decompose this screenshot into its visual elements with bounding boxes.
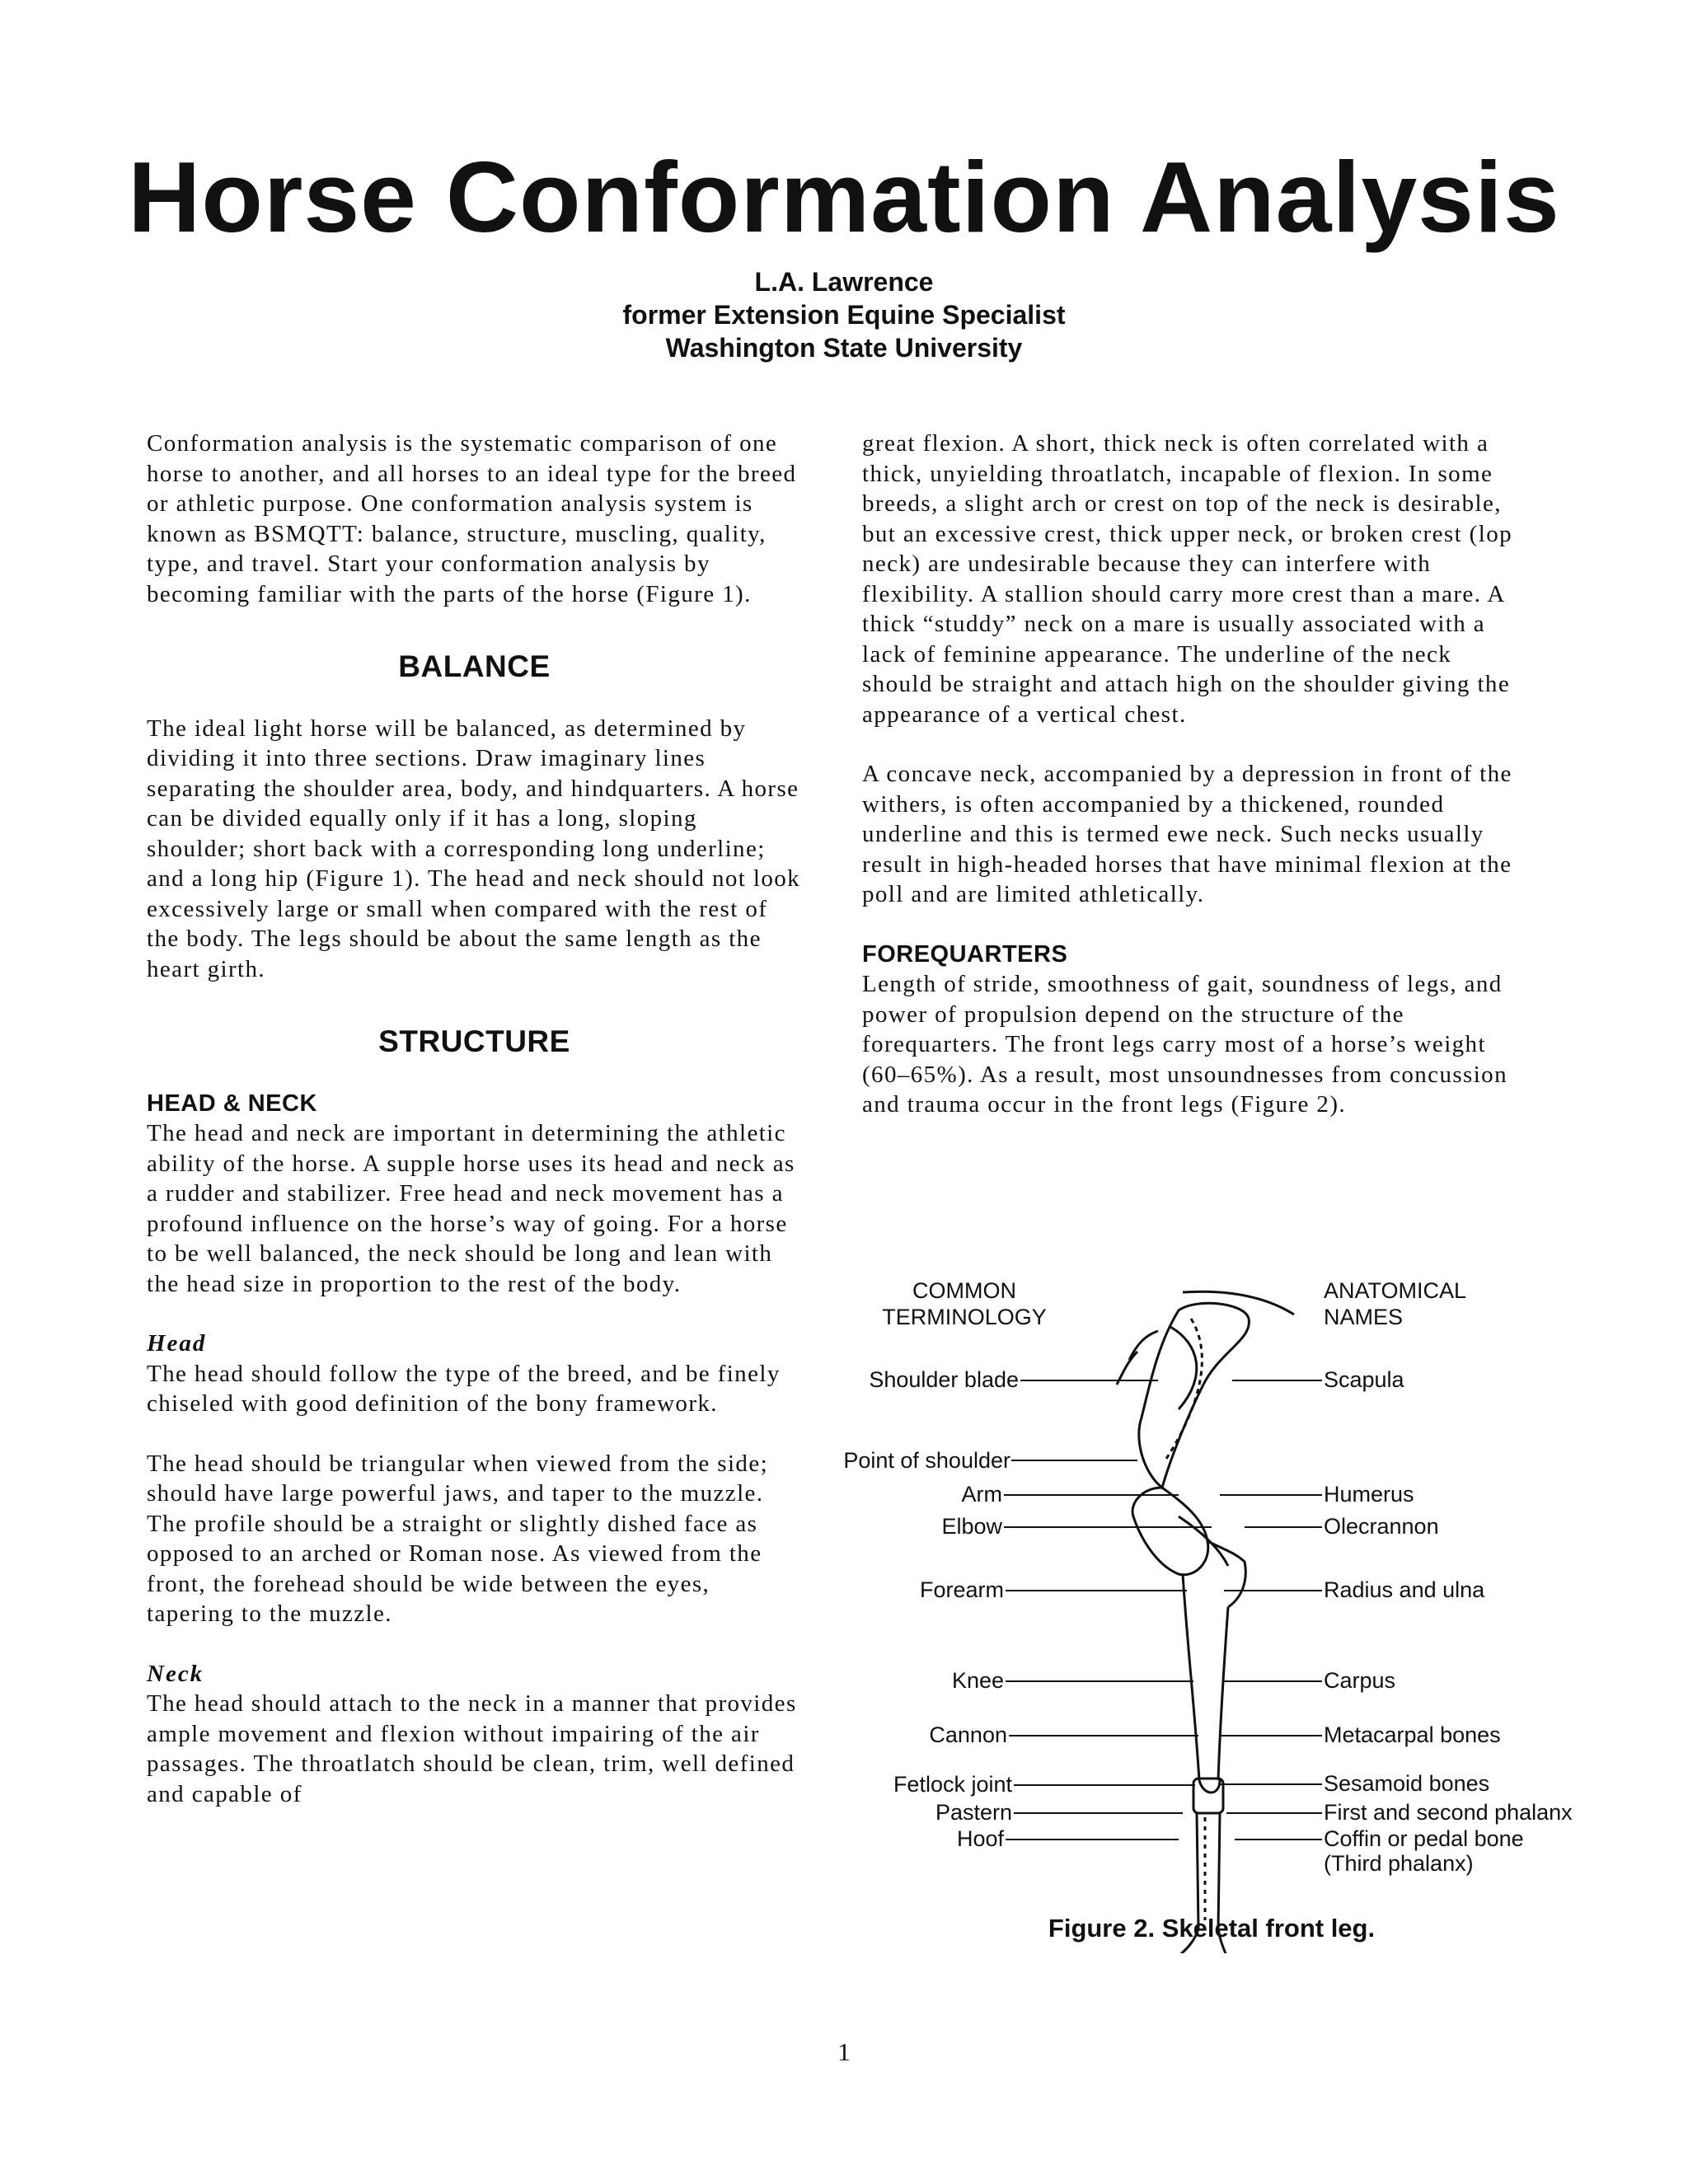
label-third-phalanx: (Third phalanx) — [1324, 1851, 1474, 1876]
label-scapula: Scapula — [1324, 1367, 1404, 1392]
label-hoof: Hoof — [956, 1826, 1004, 1851]
label-metacarpal-bones: Metacarpal bones — [1324, 1722, 1501, 1747]
metacarpal-bones — [1197, 1813, 1198, 1929]
label-forearm: Forearm — [919, 1577, 1004, 1602]
label-fetlock-joint: Fetlock joint — [893, 1772, 1012, 1797]
common-terminology-header: COMMON TERMINOLOGY — [882, 1278, 1047, 1329]
label-sesamoid-bones: Sesamoid bones — [1324, 1771, 1490, 1796]
label-shoulder-blade: Shoulder blade — [869, 1367, 1019, 1392]
forequarters-heading: FOREQUARTERS — [862, 940, 1068, 968]
neck-paragraph-1-start: The head should attach to the neck in a manner that provides ample movement and flexion without impairing of the air passages. The throatlatch should be clean, trim, well defined and capable of — [147, 1690, 797, 1807]
label-elbow: Elbow — [941, 1514, 1002, 1539]
structure-heading: STRUCTURE — [378, 1024, 570, 1058]
left-column — [147, 429, 802, 1809]
figure-caption: Figure 2. Skeletal front leg. — [1048, 1914, 1376, 1943]
author-name: L.A. Lawrence — [754, 267, 934, 297]
label-coffin-bone: Coffin or pedal bone — [1324, 1826, 1524, 1851]
label-point-of-shoulder: Point of shoulder — [843, 1448, 1010, 1473]
neck-heading: Neck — [147, 1660, 204, 1687]
balance-paragraph: The ideal light horse will be balanced, as determined by dividing it into three sections. Draw imaginary lines separating the shoulder area, body, and hindquarters. A horse can be divided equally only if it has a long, sloping shoulder; short back with a corresponding long underline; and a long hip (Figure 1). The head and neck should not look excessively large or small when compared with the rest of the body. The legs should be about the same length as the heart girth. — [147, 715, 801, 982]
label-humerus: Humerus — [1324, 1482, 1414, 1507]
intro-paragraph: Conformation analysis is the systematic comparison of one horse to another, and all horses to an ideal type for the breed or athletic purpose. One conformation analysis system is known as BSMQTT: balance, structure, muscling, quality, type, and travel. Start your conformation analysis by becoming familiar with the parts of the horse (Figure 1). — [147, 430, 797, 607]
neck-paragraph-1-continued: great flexion. A short, thick neck is often correlated with a thick, unyielding throatlatch, incapable of flexion. In some breeds, a slight arch or crest on top of the neck is desirable, but an excessive crest, thick upper neck, or broken crest (lop neck) are undesirable because they can interfere with flexibility. A stallion should carry more crest than a mare. A thick “studdy” neck on a mare is usually associated with a lack of feminine appearance. The underline of the neck should be straight and attach high on the shoulder giving the appearance of a vertical chest. — [862, 430, 1512, 728]
balance-heading: BALANCE — [398, 649, 551, 683]
label-carpus: Carpus — [1324, 1668, 1396, 1693]
byline — [0, 265, 1688, 364]
label-first-second-phalanx: First and second phalanx — [1324, 1800, 1573, 1825]
head-paragraph-1: The head should follow the type of the breed, and be finely chiseled with good definition of the bony framework. — [147, 1360, 781, 1417]
head-heading: Head — [147, 1330, 207, 1357]
author-institution: Washington State University — [665, 333, 1023, 363]
label-cannon: Cannon — [929, 1722, 1007, 1747]
label-olecrannon: Olecrannon — [1324, 1514, 1439, 1539]
neck-paragraph-2: A concave neck, accompanied by a depression in front of the withers, is often accompanied by a thickened, rounded underline and this is termed ewe neck. Such necks usually result in high-headed horses that have minimal flexion at the poll and are limited athletically. — [862, 761, 1512, 907]
head-neck-heading: HEAD & NECK — [147, 1090, 317, 1117]
label-pastern: Pastern — [935, 1800, 1012, 1825]
page-number: 1 — [837, 2037, 851, 2066]
head-neck-paragraph: The head and neck are important in determining the athletic ability of the horse. A supple horse uses its head and neck as a rudder and stabilizer. Free head and neck movement has a profound influence on the horse’s way of going. For a horse to be well balanced, the neck should be long and lean with the head size in proportion to the rest of the body. — [147, 1120, 795, 1297]
label-arm: Arm — [961, 1482, 1002, 1507]
author-position: former Extension Equine Specialist — [622, 300, 1066, 330]
page-title: Horse Conformation Analysis — [128, 141, 1560, 253]
label-radius-ulna: Radius and ulna — [1324, 1577, 1485, 1602]
right-column — [862, 429, 1517, 1150]
label-knee: Knee — [951, 1668, 1004, 1693]
skeletal-leg-figure — [832, 1269, 1615, 1970]
head-paragraph-2: The head should be triangular when viewed from the side; should have large powerful jaws, and taper to the muzzle. The profile should be a straight or slightly dished face as opposed to an arched or Roman nose. As viewed from the front, the forehead should be wide between the eyes, tapering to the muzzle. — [147, 1450, 769, 1627]
radius-ulna-bone — [1183, 1574, 1199, 1780]
forequarters-paragraph: Length of stride, smoothness of gait, soundness of legs, and power of propulsion depend on the structure of the forequarters. The front legs carry most of a horse’s weight (60–65%). As a result, most unsoundnesses from concussion and trauma occur in the front legs (Figure 2). — [862, 971, 1507, 1118]
anatomical-names-header: ANATOMICAL NAMES — [1324, 1278, 1467, 1329]
